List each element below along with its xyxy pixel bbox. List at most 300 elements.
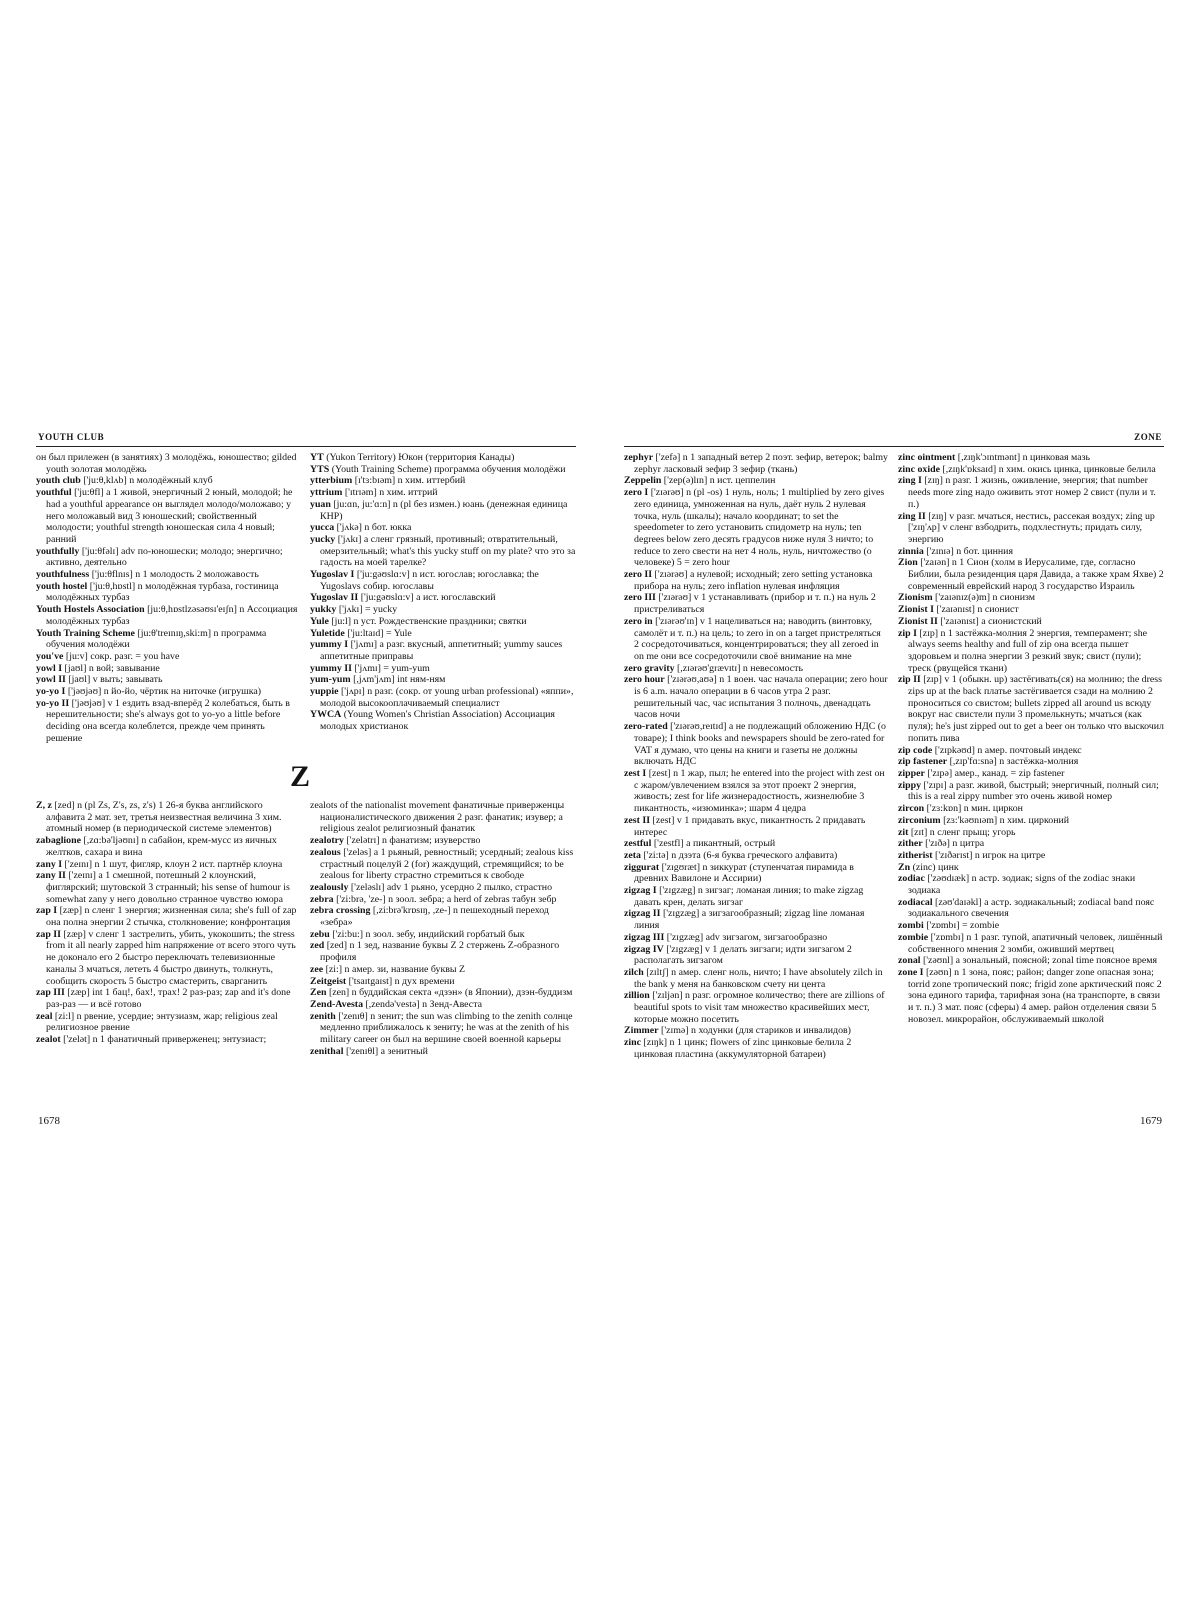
entry-definition: ['zeɪnɪ] n 1 шут, фигляр, клоун 2 ист. партнёр клоуна [64,858,283,870]
entry-definition: [zɪp] n 1 застёжка-молния 2 энергия, темперамент; she always seems healthy and full of zip она всегда пышет здоровьем и полна энергии 3 резкий звук; свист (пули); треск (рвущейся ткани) [908,627,1148,674]
entry-definition: [zæp] n сленг 1 энергия; жизненная сила; she's full of zap она полна энергии 2 стычка, столкновение; конфронтация [46,905,297,929]
entry-definition: ['zɪðə] n цитра [925,838,985,850]
entry-headword: zest I [624,767,647,779]
entry-definition: ['zi:bu:] n зоол. зебу, индийский горбатый бык [332,928,525,940]
entry-headword: zither [898,838,923,850]
right-col2 [898,452,1164,1100]
entry-definition: ['zɪgzæg] a зигзагообразный; zigzag line ломаная линия [634,908,865,932]
entry-headword: zip code [898,744,933,756]
dictionary-entry [624,932,888,944]
dictionary-entry [898,850,1164,862]
entry-headword: zombi [898,920,924,932]
dictionary-entry [898,745,1164,757]
entry-definition: ['zɪərəʊ] n (pl -os) 1 нуль, ноль; 1 multiplied by zero gives zero единица, умноженная на нуль, даёт нуль 2 нулевая точка, нуль (шкалы); начало координат; to set the speedometer to zero установить спидометр на нуль; ten degrees below zero десять градусов ниже нуля 3 ничто; to reduce to zero свести на нет 4 ноль, нуль, ничтожество (о человеке) 5 = zero hour [634,487,885,569]
entry-definition: [,jʌm'jʌm] int ням-ням [353,674,446,686]
entry-headword: yo-yo II [36,697,70,709]
entry-headword: zippy [898,779,922,791]
entry-headword: zinc oxide [898,463,940,475]
right-running-head: ZONE [1134,432,1162,442]
entry-definition: [ju:θ,hɒstlzəsəʊsɪ'eɪʃn] n Ассоциация молодёжных турбаз [46,604,298,627]
entry-headword: Zend-Avesta [310,998,364,1010]
dictionary-entry [310,800,576,835]
dictionary-entry [310,592,576,604]
entry-headword: yucky [310,533,336,545]
entry-definition: ['zenɪθl] a зенитный [345,1045,428,1057]
dictionary-entry [310,940,576,963]
dictionary-entry [898,955,1164,967]
dictionary-entry [36,686,298,698]
dictionary-entry [898,920,1164,932]
entry-definition: ['ju:gəʊslɑ:v] n ист. югослав; югославка; the Yugoslavs собир. югославы [320,569,539,592]
dictionary-entry [624,815,888,838]
entry-headword: youth hostel [36,580,88,592]
dictionary-entry [898,780,1164,803]
entry-definition: ['zɪnɪə] n бот. цинния [926,545,1013,557]
dictionary-entry [310,475,576,487]
entry-definition: (Youth Training Scheme) программа обучения молодёжи [331,463,566,475]
entry-definition: ['ju:θfl] a 1 живой, энергичный 2 юный, молодой; he had a youthful appearance он выглядел молодо/моложаво; у него моложавый вид 3 юношеский; свойственный молодости; youthful strength юношеская сила 4 новый; ранний [46,487,293,545]
dictionary-entry [36,475,298,487]
entry-definition: ['zeləs] a 1 рьяный, ревностный; усердный; zealous kiss страстный поцелуй 2 (for) жаждущий, стремящийся; to be zealous for liberty страстно стремиться к свободе [320,846,574,882]
entry-definition: [zæp] int 1 бац!, бах!, трах! 2 раз-раз; zap and it's done раз-раз — и всё готово [46,987,291,1010]
entry-headword: zip I [898,627,917,639]
entry-definition: [,zendə'vestə] n Зенд-Авеста [365,998,483,1010]
entry-definition: [zæp] v сленг 1 застрелить, убить, укокошить; the stress from it all nearly zapped him напряжение от всего этого чуть не доконало его 2 быстро переключать телевизионные каналы 3 мчаться, лететь 4 быстро двинуть, толкнуть, сообщить скорость 5 быстро смастерить, сварганить [46,928,296,987]
entry-headword: Z, z [36,800,52,811]
entry-definition: ['zɪgʊræt] n зиккурат (ступенчатая пирамида в древних Вавилоне и Ассирии) [634,861,854,885]
entry-headword: Zion [898,557,918,569]
dictionary-entry [898,815,1164,827]
dictionary-entry [36,1011,298,1034]
entry-headword: yucca [310,522,335,534]
dictionary-entry [310,487,576,499]
entry-headword: zero gravity [624,662,675,674]
dictionary-entry [310,905,576,928]
entry-headword: zestful [624,838,652,850]
entry-definition: [zəʊ'daɪəkl] a астр. зодиакальный; zodiacal band пояс зодиакального свечения [908,896,1155,920]
entry-headword: zeta [624,849,641,861]
entry-headword: zombie [898,931,929,943]
entry-definition: ['zɒmbɪ] = zombie [926,920,1000,932]
dictionary-entry [898,932,1164,955]
entry-headword: zeal [36,1010,53,1022]
entry-definition: ['zɪgzæg] v 1 делать зигзаги; идти зигзагом 2 располагать зигзагом [634,943,852,967]
entry-definition: [zest] n 1 жар, пыл; he entered into the project with zest он с жаром/увлечением взялся за этот проект 2 энергия, живость; zest for life жизнерадостность, жизнелюбие 3 пикантность, «изюминка»; шарм 4 цедра [634,767,885,815]
dictionary-entry [624,475,888,487]
entry-headword: zee [310,963,324,975]
entry-headword: zap I [36,905,58,917]
entry-headword: zed [310,940,325,952]
entry-headword: zinc ointment [898,452,956,463]
dictionary-entry [898,897,1164,920]
dictionary-entry [310,522,576,534]
entry-definition: ['jʌkə] n бот. юкка [336,522,412,534]
entry-definition: ['zaɪənɪst] n сионист [936,604,1019,616]
dictionary-entry [310,882,576,894]
entry-definition: ['zelət] n 1 фанатичный приверженец; энтузиаст; [63,1034,267,1046]
entry-headword: Zionism [898,592,933,604]
entry-definition: [,zɪŋk'ɒksaɪd] n хим. окись цинка, цинковые белила [942,463,1156,475]
dictionary-entry [624,663,888,675]
entry-headword: Zionist I [898,604,934,616]
entry-headword: zirconium [898,814,941,826]
entry-headword: Zeitgeist [310,975,347,987]
entry-headword: Zimmer [624,1025,659,1037]
entry-definition: [zɪŋ] v разг. мчаться, нестись, рассекая воздух; zing up ['zɪŋ'ʌp] v сленг взбодрить, подхлестнуть; придать силу, энергию [908,510,1155,545]
entry-headword: zinnia [898,545,924,557]
entry-headword: zero III [624,592,656,604]
left-col2-top [310,452,576,752]
entry-definition: [zed] n (pl Zs, Z's, zs, z's) 1 26-я буква английского алфавита 2 мат. зет, третья неизвестная величина 3 хим. атомный номер (в периодической системе элементов) [46,800,282,835]
entry-headword: zealot [36,1034,61,1046]
dictionary-entry [624,908,888,931]
entry-definition: [zəʊn] n 1 зона, пояс; район; danger zone опасная зона; torrid zone тропический пояс; frigid zone арктический пояс 2 зона единого тарифа, тарифная зона (на транспорте, в связи и т. п.) 3 мат. пояс (сферы) 4 амер. район отделения связи 5 новозел. микрорайон, обслуживаемый школой [908,966,1162,1025]
entry-headword: zip II [898,674,921,686]
entry-definition: [zest] v 1 придавать вкус, пикантность 2 придавать интерес [634,814,866,838]
entry-headword: Yuletide [310,627,345,639]
entry-definition: (zinc) цинк [912,861,959,873]
entry-headword: zephyr [624,452,654,463]
entry-definition: [zi:l] n рвение, усердие; энтузиазм, жар; religious zeal религиозное рвение [46,1010,278,1034]
entry-definition: [ju:l] n уст. Рождественские праздники; святки [331,615,527,627]
dictionary-entry [624,862,888,885]
entry-definition: он был прилежен (в занятиях) 3 молодёжь, юношество; gilded youth золотая молодёжь [36,452,297,475]
page-number-left: 1678 [38,1115,60,1127]
entry-headword: yowl II [36,674,66,686]
dictionary-entry [898,557,1164,592]
entry-definition: ['ju:θ,klʌb] n молодёжный клуб [83,475,213,487]
dictionary-entry [310,604,576,616]
dictionary-entry [624,1025,888,1037]
dictionary-entry [898,873,1164,896]
entry-headword: Youth Hostels Association [36,604,145,616]
entry-headword: zealously [310,881,349,893]
entry-headword: zebra crossing [310,905,371,917]
left-header-rule [36,446,576,447]
dictionary-entry [310,663,576,675]
entry-definition: ['zaɪənɪz(ə)m] n сионизм [935,592,1036,604]
dictionary-entry [898,756,1164,768]
dictionary-entry [36,674,298,686]
entry-headword: zircon [898,803,925,815]
entry-definition: (Yukon Territory) Юкон (территория Канады) [326,452,515,463]
entry-definition: ['jʌkɪ] a сленг грязный, противный; отвратительный, омерзительный; what's this yucky stuff on my plate? что это за гадость на моей тарелке? [320,533,576,569]
entry-definition: ['ju:θ,hɒstl] n молодёжная турбаза, гостиница молодёжных турбаз [46,580,279,604]
entry-headword: zap III [36,987,65,999]
entry-definition: ['jəʊjəʊ] v 1 ездить взад-вперёд 2 колебаться, быть в нерешительности; she's always got to yo-yo a little before deciding она всегда колеблется, прежде чем принять решение [46,697,290,744]
entry-headword: zany II [36,870,66,882]
dictionary-entry [36,987,298,1010]
entry-definition: ['ju:gəʊslɑ:v] a ист. югославский [360,592,496,604]
left-col1-bottom [36,800,298,1100]
entry-definition: ['zɪgzæg] n зигзаг; ломаная линия; to make zigzag давать крен, делать зигзаг [634,885,864,908]
entry-definition: [,zɪŋk'ɔɪntmənt] n цинковая мазь [957,452,1090,463]
entry-definition: ['ju:ltaɪd] = Yule [347,627,412,639]
entry-definition: ['ju:θflnɪs] n 1 молодость 2 моложавость [91,569,259,581]
entry-headword: zodiacal [898,896,933,908]
entry-definition: ['zəʊdɪæk] n астр. зодиак; signs of the zodiac знаки зодиака [908,873,1136,897]
entry-definition: ['zɪðərɪst] n игрок на цитре [935,849,1046,861]
dictionary-entry [36,546,298,569]
entry-definition: ['zɪərəʊ,reɪtɪd] a не подлежащий обложению НДС (о товаре); I think books and newspapers should be zero-rated for VAT я думаю, что цены на книги и газеты не должны включать НДС [634,721,886,768]
entry-definition: ['zɪpə] амер., канад. = zip fastener [927,767,1065,779]
entry-definition: [ju:v] сокр. разг. = you have [65,650,180,662]
entry-headword: yttrium [310,487,343,499]
entry-definition: ['zi:brə, 'ze-] n зоол. зебра; a herd of zebras табун зебр [336,893,557,905]
entry-headword: youthfulness [36,569,90,581]
entry-definition: [zi:] n амер. зи, название буквы Z [325,963,466,975]
dictionary-entry [624,674,888,721]
dictionary-entry [624,990,888,1025]
dictionary-entry [310,964,576,976]
dictionary-entry [310,499,576,522]
dictionary-entry [898,628,1164,675]
dictionary-entry [624,944,888,967]
entry-definition: ['zɪpɪ] a разг. живой, быстрый; энергичный, полный сил; this is a real zippy number это очень живой номер [908,779,1159,803]
dictionary-entry [36,651,298,663]
entry-definition: [zen] n буддийская секта «дзэн» (в Японии), дзэн-буддизм [328,987,573,999]
entry-definition: ['zɪərəʊ] v 1 устанавливать (прибор и т. п.) на нуль 2 пристреливаться [634,592,876,616]
dictionary-entry [624,569,888,592]
dictionary-entry [310,569,576,592]
entry-headword: zinc [624,1037,642,1049]
entry-headword: yo-yo I [36,686,66,698]
entry-headword: zigzag I [624,885,657,897]
dictionary-entry [310,628,576,640]
entry-definition: [zɜ:'kəʊnɪəm] n хим. цирконий [943,814,1070,826]
right-col1 [624,452,888,1100]
entry-headword: Zeppelin [624,475,662,487]
entry-definition: ['jʌkɪ] = yucky [338,604,398,616]
entry-headword: yummy I [310,639,349,651]
entry-headword: zitherist [898,849,933,861]
entry-headword: zap II [36,928,61,940]
dictionary-entry [36,581,298,604]
dictionary-entry [310,709,576,732]
entry-headword: zilch [624,966,644,978]
dictionary-entry [624,452,888,475]
entry-headword: zero hour [624,674,665,686]
dictionary-entry [898,616,1164,628]
entry-definition: ['zɪmə] n ходунки (для стариков и инвалидов) [661,1025,851,1037]
dictionary-entry [310,999,576,1011]
entry-headword: yum-yum [310,674,351,686]
entry-definition: ['zaɪən] n 1 Сион (холм в Иерусалиме, где, согласно Библии, была резиденция царя Давида, а также храм Яхве) 2 современный еврейский народ 3 государство Израиль [908,557,1164,592]
entry-headword: zebu [310,928,330,940]
entry-definition: ['zestfl] a пикантный, острый [653,838,776,850]
dictionary-entry [310,534,576,569]
entry-definition: [zed] n 1 зед, название буквы Z 2 стержень Z-образного профиля [320,940,560,964]
entry-headword: zebra [310,893,334,905]
dictionary-entry [36,487,298,546]
dictionary-entry [36,1034,298,1046]
dictionary-entry [624,592,888,615]
dictionary-entry [310,674,576,686]
dictionary-entry [898,674,1164,744]
entry-headword: zest II [624,814,651,826]
dictionary-entry [898,838,1164,850]
dictionary-entry [898,967,1164,1026]
entry-definition: ['zeləslɪ] adv 1 рьяно, усердно 2 пылко, страстно [350,881,553,893]
entry-definition: [,zɪp'fɑ:snə] n застёжка-молния [949,756,1079,768]
entry-headword: zenith [310,1010,336,1022]
dictionary-entry [36,870,298,905]
dictionary-entry [310,639,576,662]
dictionary-entry [898,464,1164,476]
entry-headword: zero I [624,487,649,499]
dictionary-entry [310,835,576,847]
entry-headword: zigzag IV [624,943,664,955]
entry-definition: ['zɒmbɪ] n 1 разг. тупой, апатичный человек, лишённый собственного мнения 2 зомби, оживший мертвец [908,931,1163,955]
entry-definition: [ju:ɑn, ju:'ɑ:n] n (pl без измен.) юань (денежная единица КНР) [320,498,568,522]
dictionary-entry [624,838,888,850]
entry-definition: ['zelətrɪ] n фанатизм; изуверство [346,835,481,847]
entry-definition: [zɪp] v 1 (обыкн. up) застёгивать(ся) на молнию; the dress zips up at the back платье застёгивается сзади на молнию 2 проноситься со свистом; bullets zipped all around us всюду вокруг нас свистели пули 3 промелькнуть; мчаться (как пуля); he's just zipped out to get a beer он только что выскочил попить пива [908,674,1164,744]
dictionary-entry [36,452,298,475]
entry-definition: ['zi:tə] n дзэта (6-я буква греческого алфавита) [643,849,838,861]
dictionary-entry [898,592,1164,604]
entry-definition: ['zəʊnl] a зональный, поясной; zonal time поясное время [922,955,1158,967]
entry-definition: ['zenɪθ] n зенит; the sun was climbing to the zenith солнце медленно приближалось к зениту; he was at the zenith of his military career он был на вершине своей военной карьеры [320,1010,573,1046]
entry-definition: [ɪ'tɜ:bɪəm] n хим. иттербий [354,475,466,487]
entry-headword: yukky [310,604,337,616]
entry-headword: zigzag II [624,908,661,920]
dictionary-entry [624,721,888,768]
left-running-head: YOUTH CLUB [38,432,105,442]
entry-definition: ['zɪərəʊ] a нулевой; исходный; zero setting установка прибора на нуль; zero inflation нулевая инфляция [634,569,873,592]
dictionary-entry [310,929,576,941]
entry-headword: zabaglione [36,835,81,847]
dictionary-entry [310,616,576,628]
entry-definition: ['zɪərəʊ'ɪn] v 1 нацеливаться на; наводить (винтовку, самолёт и т. п.) на цель; to zero in on a target пристреляться 2 сосредоточиваться, концентрироваться; they all zeroed in on me они все сосредоточили своё внимание на мне [634,615,881,662]
entry-headword: ziggurat [624,861,660,873]
entry-headword: zero-rated [624,721,668,733]
entry-headword: yummy II [310,662,352,674]
entry-definition: ['zɪərəʊ,aʊə] n 1 воен. час начала операции; zero hour is 6 a.m. начало операции в 6 часов утра 2 разг. решительный час, час испытания 3 полночь, двенадцать часов ночи [634,674,888,721]
dictionary-entry [624,487,888,569]
entry-headword: Yugoslav I [310,569,355,581]
entry-definition: ['zɪljən] n разг. огромное количество; there are zillions of beautiful spots to visit там множество красивейших мест, которые можно посетить [634,990,885,1025]
dictionary-entry [898,803,1164,815]
entry-headword: yuan [310,498,331,510]
dictionary-entry [36,800,298,835]
entry-definition: ['ju:θfəlɪ] adv по-юношески; молодо; энергично; активно, деятельно [46,545,283,569]
dictionary-entry [624,850,888,862]
entry-definition: ['tsaɪtgaɪst] n дух времени [348,975,455,987]
entry-headword: zip fastener [898,756,948,768]
dictionary-entry [36,905,298,928]
entry-definition: ['zaɪənɪst] a сионистский [940,615,1042,627]
dictionary-entry [898,604,1164,616]
dictionary-entry [310,987,576,999]
entry-headword: zealotry [310,835,344,847]
dictionary-entry [898,827,1164,839]
entry-definition: ['zeɪnɪ] a 1 смешной, потешный 2 клоунский, фиглярский; шутовской 3 странный; his sense of humour is somewhat zany у него довольно странное чувство юмора [46,870,290,905]
dictionary-entry [624,967,888,990]
left-col2-bottom [310,800,576,1100]
dictionary-entry [310,686,576,709]
entry-headword: zero II [624,569,653,581]
dictionary-entry [624,616,888,663]
entry-headword: zing I [898,475,922,487]
entry-headword: you've [36,650,64,662]
entry-definition: ['zep(ə)lɪn] n ист. цеппелин [663,475,776,487]
entry-definition: ['zɪpkəʊd] n амер. почтовый индекс [934,744,1082,756]
entry-definition: [zɪŋk] n 1 цинк; flowers of zinc цинковые белила 2 цинковая пластина (аккумуляторной батареи) [634,1037,852,1060]
dictionary-entry [898,546,1164,558]
dictionary-entry [36,569,298,581]
entry-definition: [,zi:brə'krɒsɪŋ, ,ze-] n пешеходный переход «зебра» [320,905,549,929]
dictionary-entry [36,929,298,988]
dictionary-entry [310,464,576,476]
dictionary-entry [310,1046,576,1058]
dictionary-entry [624,885,888,908]
dictionary-entry [624,768,888,815]
entry-headword: zing II [898,510,926,522]
dictionary-entry [36,628,298,651]
dictionary-entry [36,604,298,627]
entry-headword: zealous [310,846,341,858]
entry-headword: Zen [310,987,327,999]
entry-headword: zany I [36,858,63,870]
entry-headword: Yule [310,615,329,627]
dictionary-entry [36,859,298,871]
dictionary-entry [898,452,1164,464]
entry-definition: ['zefə] n 1 западный ветер 2 поэт. зефир, ветерок; balmy zephyr ласковый зефир 3 зефир (ткань) [634,452,888,475]
entry-headword: zit [898,826,909,838]
dictionary-entry [310,976,576,988]
entry-definition: [,zɪərəʊ'grævɪtɪ] n невесомость [677,662,803,674]
right-header-rule [624,446,1164,447]
dictionary-entry [624,1037,888,1060]
entry-headword: Youth Training Scheme [36,627,135,639]
entry-headword: yowl I [36,662,63,674]
entry-headword: Yugoslav II [310,592,359,604]
entry-headword: Zionist II [898,615,938,627]
entry-headword: yuppie [310,686,339,698]
entry-definition: ['jəʊjəʊ] n йо-йо, чёртик на ниточке (игрушка) [67,686,262,698]
entry-headword: youth club [36,475,81,487]
entry-definition: [,zɑ:bə'ljəʊnɪ] n сабайон, крем-мусс из яичных желтков, сахара и вина [46,835,277,858]
entry-definition: [zɪŋ] n разг. 1 жизнь, оживление, энергия; that number needs more zing надо оживить этот номер 2 свист (пули и т. п.) [908,475,1156,510]
entry-headword: zodiac [898,873,925,885]
entry-definition: ['ɪtrɪəm] n хим. иттрий [344,487,438,499]
entry-headword: youthful [36,487,72,499]
left-col1-top [36,452,298,752]
dictionary-entry [310,452,576,464]
entry-definition: zealots of the nationalist movement фанатичные приверженцы националистического движения 2 разг. фанатик; изувер; a religious zealot религиозный фанатик [310,800,565,835]
dictionary-entry [898,862,1164,874]
page-number-right: 1679 [1140,1115,1162,1127]
entry-definition: ['jʌmɪ] = yum-yum [354,662,430,674]
entry-definition: [jaʊl] n вой; завывание [64,662,160,674]
section-letter: Z [290,760,311,793]
dictionary-entry [36,663,298,675]
entry-headword: YWCA [310,709,342,721]
entry-headword: youthfully [36,545,80,557]
entry-headword: zonal [898,955,921,967]
dictionary-entry [310,1011,576,1046]
dictionary-entry [898,511,1164,546]
entry-definition: [zɪltʃ] n амер. сленг ноль, ничто; I have absolutely zilch in the bank у меня на банковском счету ни цента [634,966,883,990]
entry-headword: YTS [310,463,330,475]
entry-headword: zone I [898,966,924,978]
dictionary-entry [310,894,576,906]
entry-headword: ytterbium [310,475,353,487]
entry-headword: zipper [898,767,925,779]
entry-definition: ['jʌpɪ] n разг. (сокр. от young urban professional) «яппи», молодой высокооплачиваемый специалист [320,686,574,709]
entry-headword: zigzag III [624,931,665,943]
